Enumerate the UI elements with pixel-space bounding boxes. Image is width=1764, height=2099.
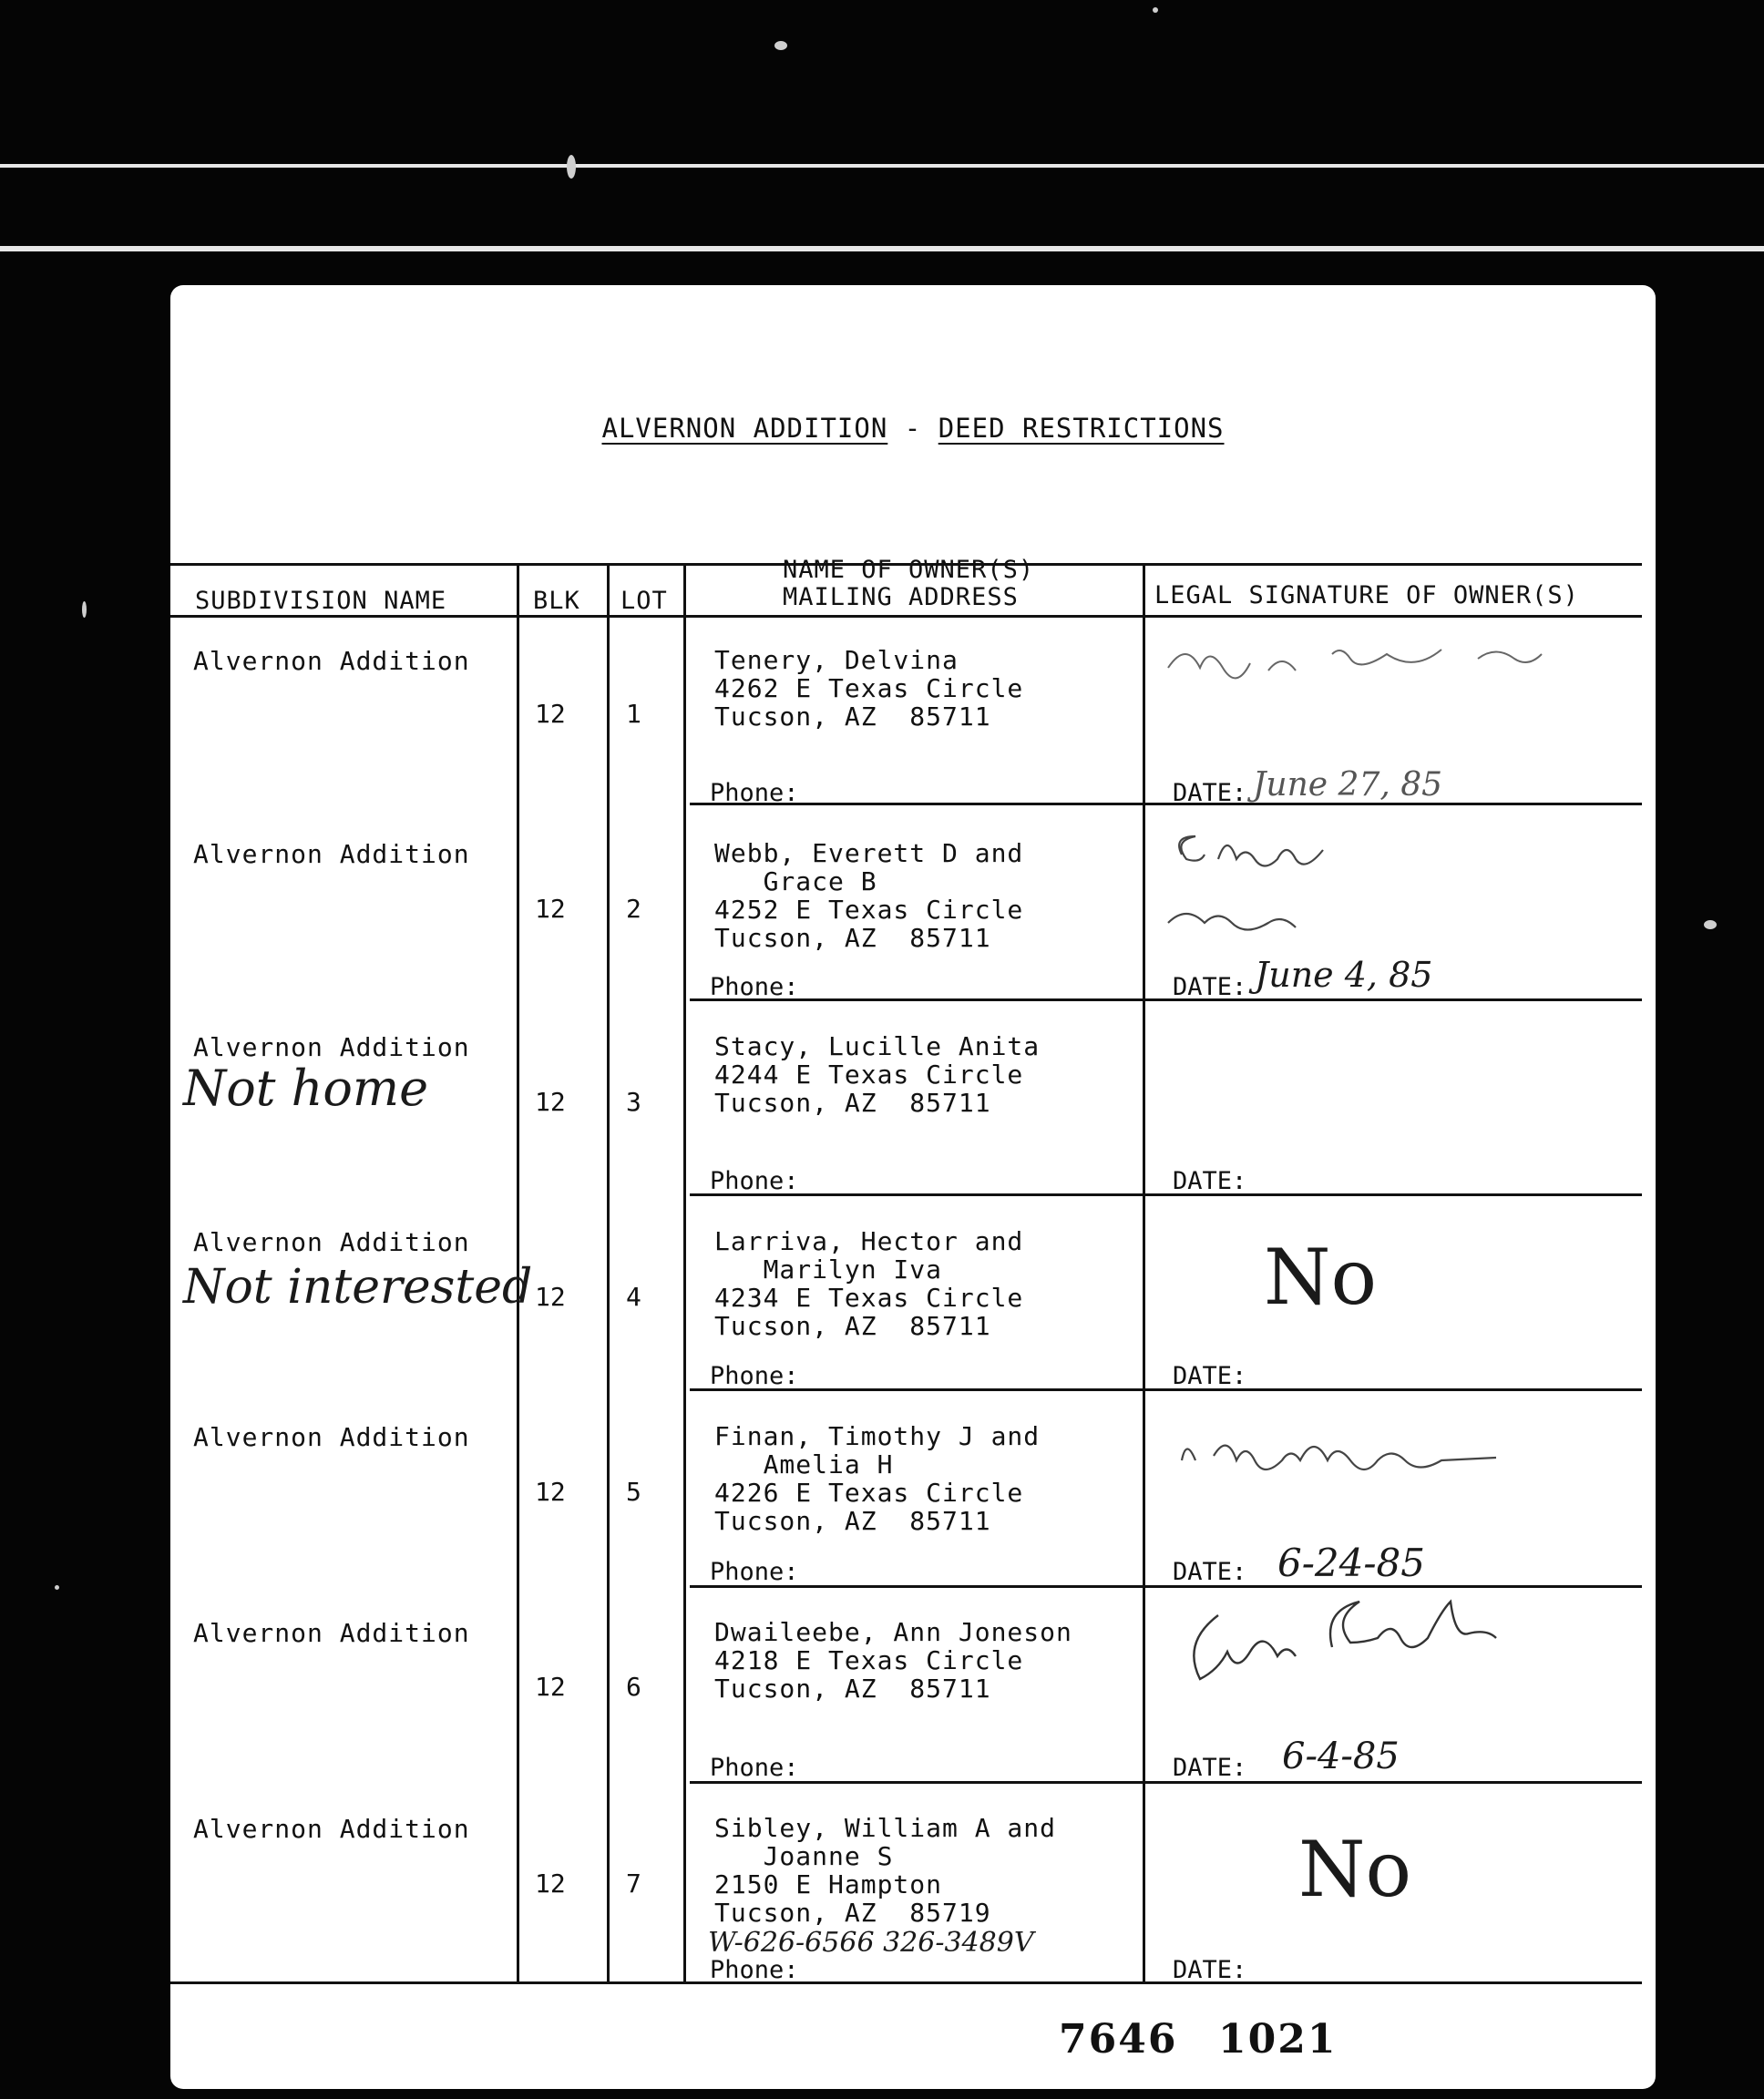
- scan-edge-line: [0, 164, 1764, 168]
- owner-address-cell: Dwaileebe, Ann Joneson 4218 E Texas Circle Tucson, AZ 85711: [714, 1617, 1072, 1704]
- blk-cell: 12: [535, 1087, 566, 1117]
- blk-cell: 12: [535, 1869, 566, 1899]
- date-label: DATE:: [1173, 1956, 1247, 1984]
- header-lot: LOT: [620, 587, 668, 615]
- blk-cell: 12: [535, 1477, 566, 1507]
- document-number-right: 1021: [1218, 2016, 1338, 2063]
- row-divider: [690, 1781, 1642, 1784]
- scan-speck: [1153, 7, 1158, 13]
- lot-cell: 4: [626, 1282, 641, 1312]
- column-divider: [1143, 563, 1145, 1981]
- handwritten-response: No: [1264, 1233, 1378, 1322]
- owner-address-cell: Larriva, Hector and Marilyn Iva 4234 E Texas Circle Tucson, AZ 85711: [714, 1226, 1024, 1341]
- owner-signature: [1173, 1428, 1555, 1483]
- handwritten-response: No: [1298, 1825, 1412, 1914]
- scan-speck: [82, 601, 87, 618]
- blk-cell: 12: [535, 1282, 566, 1312]
- phone-label: Phone:: [710, 1558, 799, 1586]
- owner-address-cell: Tenery, Delvina 4262 E Texas Circle Tucson, AZ 85711: [714, 645, 1024, 732]
- owner-address-cell: Sibley, William A and Joanne S 2150 E Hampton Tucson, AZ 85719: [714, 1813, 1057, 1928]
- owner-signature: [1159, 631, 1578, 686]
- table-bottom-rule: [170, 1981, 1642, 1984]
- owner-signature: [1164, 818, 1473, 937]
- date-label: DATE:: [1173, 973, 1247, 1001]
- header-blk: BLK: [533, 587, 580, 615]
- handwritten-date: 6-4-85: [1282, 1736, 1400, 1777]
- document-title: [170, 413, 1656, 444]
- document-page: [170, 285, 1656, 2089]
- owner-signature: [1173, 1597, 1574, 1697]
- column-divider: [683, 563, 686, 1981]
- handwritten-note: Not interested: [183, 1260, 533, 1315]
- handwritten-date: June 4, 85: [1255, 955, 1433, 995]
- subdivision-name-cell: Alvernon Addition: [193, 1227, 470, 1257]
- subdivision-name-cell: Alvernon Addition: [193, 646, 470, 676]
- owner-address-cell: Stacy, Lucille Anita 4244 E Texas Circle Tucson, AZ 85711: [714, 1031, 1041, 1118]
- handwritten-date: 6-24-85: [1277, 1541, 1425, 1585]
- phone-label: Phone:: [710, 1167, 799, 1195]
- row-divider: [690, 1388, 1642, 1391]
- subdivision-name-cell: Alvernon Addition: [193, 1814, 470, 1844]
- scan-speck: [567, 155, 576, 179]
- phone-label: Phone:: [710, 1362, 799, 1390]
- scan-edge-line: [0, 246, 1764, 251]
- handwritten-date: June 27, 85: [1253, 766, 1443, 804]
- lot-cell: 3: [626, 1087, 641, 1117]
- owner-address-cell: Webb, Everett D and Grace B 4252 E Texas Circle Tucson, AZ 85711: [714, 838, 1024, 953]
- column-divider: [607, 563, 610, 1981]
- row-divider: [690, 803, 1642, 805]
- handwritten-phone: W-626-6566 326-3489V: [708, 1927, 1034, 1959]
- row-divider: [690, 1585, 1642, 1588]
- date-label: DATE:: [1173, 1558, 1247, 1586]
- lot-cell: 1: [626, 699, 641, 729]
- scan-speck: [1704, 920, 1717, 929]
- scan-speck: [774, 41, 787, 50]
- header-mailing-address: MAILING ADDRESS: [783, 583, 1019, 611]
- date-label: DATE:: [1173, 1167, 1247, 1195]
- title-separator: -: [904, 413, 922, 444]
- title-part-1: ALVERNON ADDITION: [601, 413, 888, 444]
- phone-label: Phone:: [710, 779, 799, 807]
- blk-cell: 12: [535, 894, 566, 924]
- lot-cell: 7: [626, 1869, 641, 1899]
- blk-cell: 12: [535, 1672, 566, 1702]
- header-subdivision-name: SUBDIVISION NAME: [195, 587, 447, 615]
- handwritten-note: Not home: [183, 1060, 429, 1117]
- row-divider: [690, 998, 1642, 1001]
- date-label: DATE:: [1173, 779, 1247, 807]
- phone-label: Phone:: [710, 1956, 799, 1984]
- phone-label: Phone:: [710, 973, 799, 1001]
- document-number-left: 7646: [1059, 2016, 1178, 2063]
- header-bottom-rule: [170, 615, 1642, 618]
- subdivision-name-cell: Alvernon Addition: [193, 1618, 470, 1648]
- lot-cell: 5: [626, 1477, 641, 1507]
- lot-cell: 6: [626, 1672, 641, 1702]
- owner-address-cell: Finan, Timothy J and Amelia H 4226 E Texas Circle Tucson, AZ 85711: [714, 1421, 1041, 1536]
- row-divider: [690, 1193, 1642, 1196]
- lot-cell: 2: [626, 894, 641, 924]
- subdivision-name-cell: Alvernon Addition: [193, 1032, 470, 1062]
- scan-speck: [55, 1585, 59, 1590]
- header-legal-signature: LEGAL SIGNATURE OF OWNER(S): [1154, 581, 1579, 609]
- date-label: DATE:: [1173, 1754, 1247, 1782]
- subdivision-name-cell: Alvernon Addition: [193, 839, 470, 869]
- subdivision-name-cell: Alvernon Addition: [193, 1422, 470, 1452]
- blk-cell: 12: [535, 699, 566, 729]
- date-label: DATE:: [1173, 1362, 1247, 1390]
- header-owner-name: NAME OF OWNER(S): [783, 556, 1035, 584]
- title-part-2: DEED RESTRICTIONS: [938, 413, 1225, 444]
- phone-label: Phone:: [710, 1754, 799, 1782]
